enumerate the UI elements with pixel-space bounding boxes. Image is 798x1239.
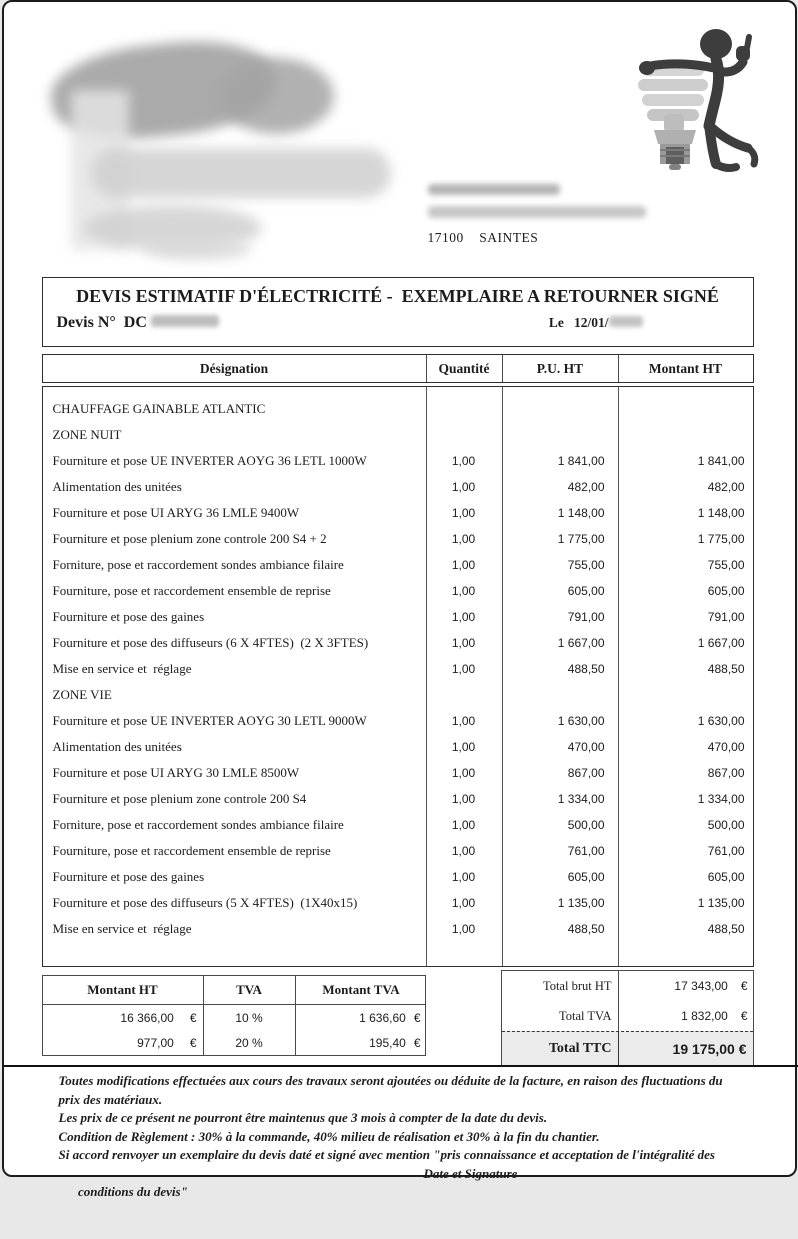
cell-designation: Fourniture et pose plenium zone controle 200 S4 + 2 bbox=[43, 531, 426, 547]
cell-quantite: 1,00 bbox=[426, 740, 502, 754]
cell-pu-ht: 1 841,00 bbox=[502, 454, 618, 468]
footer-divider bbox=[4, 1065, 798, 1067]
vat-row bbox=[43, 1030, 425, 1055]
currency-symbol: € bbox=[190, 1011, 197, 1025]
table-row bbox=[43, 604, 753, 630]
total-brut-ht-row bbox=[502, 971, 753, 1001]
column-divider bbox=[618, 387, 619, 966]
cell-pu-ht: 867,00 bbox=[502, 766, 618, 780]
table-row bbox=[43, 890, 753, 916]
recipient-address-block bbox=[428, 184, 708, 246]
cell-montant-ht: 605,00 bbox=[618, 584, 755, 598]
cell-designation: Fourniture et pose UE INVERTER AOYG 36 LETL 1000W bbox=[43, 453, 426, 469]
amount: 1 636,60 bbox=[359, 1011, 406, 1025]
cell-quantite: 1,00 bbox=[426, 558, 502, 572]
currency-symbol: € bbox=[414, 1011, 421, 1025]
cell-quantite: 1,00 bbox=[426, 636, 502, 650]
cell-montant-ht: 500,00 bbox=[618, 818, 755, 832]
column-header-montant-ht: Montant HT bbox=[618, 355, 753, 382]
devis-number-label: Devis N° bbox=[57, 314, 124, 331]
cell-pu-ht: 1 148,00 bbox=[502, 506, 618, 520]
vat-breakdown-table bbox=[42, 975, 426, 1056]
table-row bbox=[43, 682, 753, 708]
vat-montant-ht bbox=[43, 1036, 203, 1050]
currency-symbol: € bbox=[414, 1036, 421, 1050]
cell-montant-ht: 791,00 bbox=[618, 610, 755, 624]
cell-designation: Fourniture et pose des gaines bbox=[43, 869, 426, 885]
cell-designation: CHAUFFAGE GAINABLE ATLANTIC bbox=[43, 401, 426, 417]
cell-pu-ht: 1 630,00 bbox=[502, 714, 618, 728]
currency-symbol: € bbox=[190, 1036, 197, 1050]
cell-designation: Fourniture, pose et raccordement ensemble de reprise bbox=[43, 583, 426, 599]
cell-pu-ht: 488,50 bbox=[502, 662, 618, 676]
total-ttc-value: 19 175,00 € bbox=[618, 1032, 753, 1065]
vat-rate: 20 % bbox=[203, 1030, 295, 1055]
table-row bbox=[43, 578, 753, 604]
condition-line: prix des matériaux. bbox=[59, 1091, 764, 1110]
cell-quantite: 1,00 bbox=[426, 896, 502, 910]
table-row bbox=[43, 656, 753, 682]
table-row bbox=[43, 786, 753, 812]
table-row bbox=[43, 500, 753, 526]
cell-pu-ht: 1 667,00 bbox=[502, 636, 618, 650]
table-row bbox=[43, 760, 753, 786]
address-line-redacted bbox=[428, 184, 560, 195]
cell-montant-ht: 488,50 bbox=[618, 662, 755, 676]
cell-designation: Fourniture et pose des diffuseurs (6 X 4FTES) (2 X 3FTES) bbox=[43, 635, 426, 651]
amount: 17 343,00 bbox=[674, 979, 727, 993]
mascot-lightbulb-icon bbox=[616, 26, 761, 176]
column-header-designation: Désignation bbox=[43, 355, 426, 382]
total-ttc-row bbox=[502, 1031, 753, 1065]
date-label: Le bbox=[549, 315, 574, 330]
currency-symbol: € bbox=[741, 1009, 748, 1023]
currency-symbol: € bbox=[741, 979, 748, 993]
address-city: 17100 SAINTES bbox=[428, 230, 708, 246]
cell-pu-ht: 488,50 bbox=[502, 922, 618, 936]
column-divider bbox=[502, 387, 503, 966]
cell-montant-ht: 755,00 bbox=[618, 558, 755, 572]
cell-montant-ht: 1 334,00 bbox=[618, 792, 755, 806]
condition-line: Toutes modifications effectuées aux cours des travaux seront ajoutées ou déduite de la facture, en raison des fluctuations du bbox=[59, 1072, 764, 1091]
total-ttc-label: Total TTC bbox=[502, 1032, 618, 1065]
cell-designation: Fourniture et pose plenium zone controle 200 S4 bbox=[43, 791, 426, 807]
cell-quantite: 1,00 bbox=[426, 610, 502, 624]
total-label: Total TVA bbox=[502, 1001, 618, 1031]
cell-montant-ht: 1 148,00 bbox=[618, 506, 755, 520]
vat-row bbox=[43, 1005, 425, 1030]
page-title: DEVIS ESTIMATIF D'ÉLECTRICITÉ - EXEMPLAIRE A RETOURNER SIGNÉ bbox=[43, 278, 753, 307]
cell-quantite: 1,00 bbox=[426, 714, 502, 728]
company-logo-icon bbox=[29, 30, 374, 258]
date-value: 12/01/ bbox=[574, 315, 609, 330]
logo-blur-shape bbox=[144, 238, 252, 260]
table-row bbox=[43, 708, 753, 734]
column-header-pu-ht: P.U. HT bbox=[502, 355, 618, 382]
table-row bbox=[43, 838, 753, 864]
cell-montant-ht: 482,00 bbox=[618, 480, 755, 494]
column-divider bbox=[426, 387, 427, 966]
totals-table bbox=[501, 970, 754, 1066]
table-row bbox=[43, 812, 753, 838]
condition-line: Les prix de ce présent ne pourront être maintenus que 3 mois à compter de la date du devis. bbox=[59, 1109, 764, 1128]
cell-quantite: 1,00 bbox=[426, 662, 502, 676]
cell-montant-ht: 470,00 bbox=[618, 740, 755, 754]
cell-designation: Fourniture et pose UE INVERTER AOYG 30 LETL 9000W bbox=[43, 713, 426, 729]
cell-pu-ht: 1 135,00 bbox=[502, 896, 618, 910]
cell-quantite: 1,00 bbox=[426, 506, 502, 520]
table-header-row bbox=[42, 354, 754, 383]
cell-montant-ht: 1 667,00 bbox=[618, 636, 755, 650]
table-row bbox=[43, 448, 753, 474]
cell-montant-ht: 1 775,00 bbox=[618, 532, 755, 546]
vat-rate: 10 % bbox=[203, 1005, 295, 1030]
cell-designation: Alimentation des unitées bbox=[43, 479, 426, 495]
cell-pu-ht: 605,00 bbox=[502, 870, 618, 884]
cell-quantite: 1,00 bbox=[426, 818, 502, 832]
cell-pu-ht: 1 334,00 bbox=[502, 792, 618, 806]
cell-quantite: 1,00 bbox=[426, 844, 502, 858]
condition-line bbox=[59, 1165, 764, 1239]
condition-line: Condition de Règlement : 30% à la commande, 40% milieu de réalisation et 30% à la fin du chantier. bbox=[59, 1128, 764, 1147]
table-row bbox=[43, 734, 753, 760]
cell-designation: Fourniture, pose et raccordement ensemble de reprise bbox=[43, 843, 426, 859]
cell-designation: Fourniture et pose des diffuseurs (5 X 4FTES) (1X40x15) bbox=[43, 895, 426, 911]
vat-montant-ht bbox=[43, 1011, 203, 1025]
vat-montant-tva bbox=[295, 1030, 427, 1055]
cell-designation: Alimentation des unitées bbox=[43, 739, 426, 755]
document-header-box bbox=[42, 277, 754, 347]
cell-quantite: 1,00 bbox=[426, 870, 502, 884]
amount: 977,00 bbox=[137, 1036, 174, 1050]
address-line-redacted bbox=[428, 206, 646, 218]
cell-pu-ht: 482,00 bbox=[502, 480, 618, 494]
cell-designation: Fourniture et pose des gaines bbox=[43, 609, 426, 625]
table-row bbox=[43, 552, 753, 578]
cell-pu-ht: 1 775,00 bbox=[502, 532, 618, 546]
cell-pu-ht: 500,00 bbox=[502, 818, 618, 832]
vat-header-row bbox=[43, 976, 425, 1005]
vat-header-montant-tva: Montant TVA bbox=[295, 976, 427, 1004]
column-header-quantite: Quantité bbox=[426, 355, 502, 382]
cell-montant-ht: 1 841,00 bbox=[618, 454, 755, 468]
logo-blur-shape bbox=[219, 58, 334, 134]
cell-pu-ht: 755,00 bbox=[502, 558, 618, 572]
cell-pu-ht: 761,00 bbox=[502, 844, 618, 858]
vat-montant-tva bbox=[295, 1005, 427, 1030]
devis-date bbox=[549, 315, 643, 331]
devis-document-page bbox=[2, 0, 797, 1177]
cell-designation: Fourniture et pose UI ARYG 36 LMLE 9400W bbox=[43, 505, 426, 521]
line-items bbox=[42, 386, 754, 967]
cell-montant-ht: 488,50 bbox=[618, 922, 755, 936]
cell-quantite: 1,00 bbox=[426, 792, 502, 806]
cell-montant-ht: 867,00 bbox=[618, 766, 755, 780]
cell-montant-ht: 1 630,00 bbox=[618, 714, 755, 728]
cell-designation: Forniture, pose et raccordement sondes ambiance filaire bbox=[43, 557, 426, 573]
cell-montant-ht: 1 135,00 bbox=[618, 896, 755, 910]
logo-blur-shape bbox=[91, 148, 391, 198]
cell-designation: Mise en service et réglage bbox=[43, 921, 426, 937]
table-row bbox=[43, 422, 753, 448]
amount: 1 832,00 bbox=[681, 1009, 728, 1023]
cell-quantite: 1,00 bbox=[426, 766, 502, 780]
total-value bbox=[618, 971, 753, 1001]
cell-designation: Fourniture et pose UI ARYG 30 LMLE 8500W bbox=[43, 765, 426, 781]
date-year-redacted bbox=[609, 316, 643, 327]
date-signature-label: Date et Signature bbox=[424, 1165, 518, 1184]
cell-quantite: 1,00 bbox=[426, 454, 502, 468]
devis-number-prefix: DC bbox=[124, 314, 147, 331]
cell-designation: Mise en service et réglage bbox=[43, 661, 426, 677]
table-row bbox=[43, 916, 753, 942]
table-row bbox=[43, 864, 753, 890]
line-items-table bbox=[42, 354, 754, 967]
amount: 16 366,00 bbox=[120, 1011, 173, 1025]
cell-designation: Forniture, pose et raccordement sondes ambiance filaire bbox=[43, 817, 426, 833]
condition-line: Si accord renvoyer un exemplaire du devis daté et signé avec mention "pris connaissance et acceptation de l'intégralité des bbox=[59, 1146, 764, 1165]
table-row bbox=[43, 526, 753, 552]
amount: 195,40 bbox=[369, 1036, 406, 1050]
cell-designation: ZONE VIE bbox=[43, 687, 426, 703]
table-row bbox=[43, 474, 753, 500]
devis-number bbox=[57, 314, 219, 332]
cell-pu-ht: 791,00 bbox=[502, 610, 618, 624]
cell-pu-ht: 605,00 bbox=[502, 584, 618, 598]
table-row bbox=[43, 396, 753, 422]
condition-line-end: conditions du devis" bbox=[78, 1184, 188, 1199]
total-tva-row bbox=[502, 1001, 753, 1031]
vat-header-tva: TVA bbox=[203, 976, 295, 1004]
vat-header-montant-ht: Montant HT bbox=[43, 976, 203, 1004]
total-label: Total brut HT bbox=[502, 971, 618, 1001]
table-row bbox=[43, 630, 753, 656]
cell-quantite: 1,00 bbox=[426, 480, 502, 494]
devis-number-redacted bbox=[151, 315, 219, 327]
total-value bbox=[618, 1001, 753, 1031]
cell-montant-ht: 761,00 bbox=[618, 844, 755, 858]
footer-conditions bbox=[59, 1072, 764, 1239]
cell-quantite: 1,00 bbox=[426, 532, 502, 546]
cell-montant-ht: 605,00 bbox=[618, 870, 755, 884]
cell-pu-ht: 470,00 bbox=[502, 740, 618, 754]
cell-quantite: 1,00 bbox=[426, 922, 502, 936]
cell-quantite: 1,00 bbox=[426, 584, 502, 598]
cell-designation: ZONE NUIT bbox=[43, 427, 426, 443]
